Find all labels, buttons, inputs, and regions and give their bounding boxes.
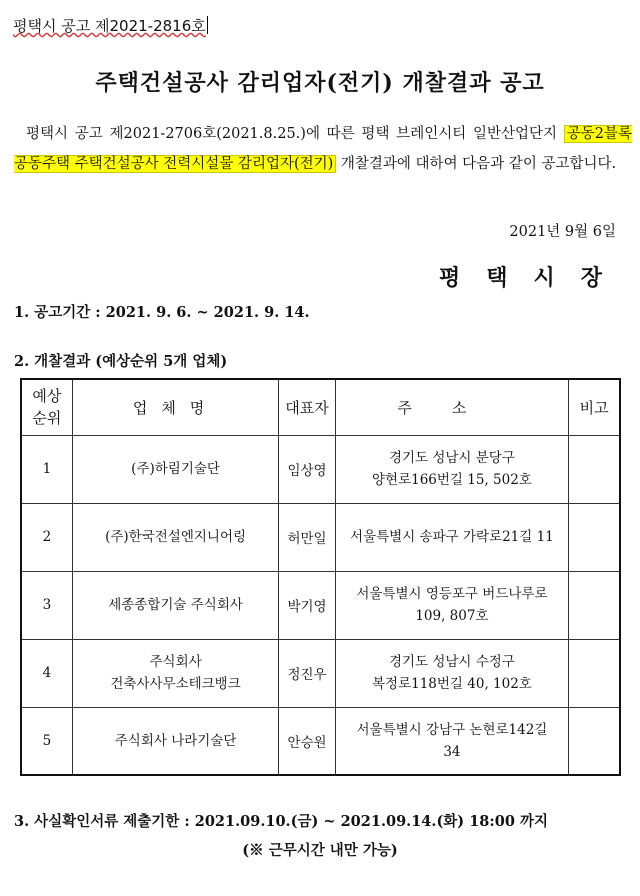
header-address: 주소	[335, 379, 568, 435]
address-line: 서울특별시 영등포구 버드나루로	[356, 586, 548, 602]
company-cell	[72, 435, 279, 503]
company-cell	[72, 707, 279, 775]
rank-cell: 4	[21, 639, 72, 707]
address-cell	[335, 707, 568, 775]
header-rank-line1: 예상	[32, 387, 62, 406]
issuer-name: 평택시장	[438, 265, 628, 291]
rank-cell: 1	[21, 435, 72, 503]
document-title: 주택건설공사 감리업자(전기) 개찰결과 공고	[95, 70, 545, 96]
header-remarks: 비고	[569, 379, 620, 435]
company-cell	[72, 571, 279, 639]
representative-cell: 박기영	[279, 571, 335, 639]
address-line: 경기도 성남시 분당구	[388, 450, 515, 466]
table-header-row	[21, 379, 620, 435]
company-line: (주)하림기술단	[131, 461, 220, 477]
notice-number-text: 평택시 공고 제2021-2816호	[13, 17, 206, 35]
address-cell	[335, 571, 568, 639]
notice-date: 2021년 9월 6일	[509, 224, 616, 240]
company-line: (주)한국전설엔지니어링	[105, 529, 247, 545]
company-line: 주식회사	[149, 654, 202, 670]
company-line: 주식회사 나라기술단	[114, 732, 237, 749]
representative-cell: 안승원	[279, 707, 335, 775]
address-line: 복정로118번길 40, 102호	[372, 676, 532, 692]
text-cursor	[207, 16, 208, 34]
address-line: 34	[443, 743, 461, 760]
rank-cell: 3	[21, 571, 72, 639]
table-row	[21, 435, 620, 503]
notice-number	[13, 15, 208, 36]
address-line: 경기도 성남시 수정구	[388, 654, 515, 670]
representative-cell: 임상영	[279, 435, 335, 503]
working-hours-note: (※ 근무시간 내만 가능)	[242, 842, 398, 859]
body-text-after: 개찰결과에 대하여 다음과 같이 공고합니다.	[336, 156, 617, 172]
address-cell	[335, 435, 568, 503]
company-cell	[72, 639, 279, 707]
bid-results-table	[20, 378, 621, 776]
header-rank	[21, 379, 72, 435]
address-cell	[335, 503, 568, 571]
address-line: 109, 807호	[415, 608, 489, 624]
table-row	[21, 639, 620, 707]
rank-cell: 5	[21, 707, 72, 775]
remarks-cell	[569, 639, 620, 707]
rank-cell: 2	[21, 503, 72, 571]
company-line: 세종종합기술 주식회사	[108, 597, 243, 613]
remarks-cell	[569, 503, 620, 571]
body-paragraph	[14, 119, 632, 179]
remarks-cell	[569, 571, 620, 639]
address-line: 서울특별시 송파구 가락로21길 11	[350, 529, 554, 545]
body-text-before: 평택시 공고 제2021-2706호(2021.8.25.)에 따른 평택 브레인시티 일반산업단지	[26, 126, 564, 142]
company-cell	[72, 503, 279, 571]
section-bid-results: 2. 개찰결과 (예상순위 5개 업체)	[14, 353, 228, 370]
address-line: 서울특별시 강남구 논현로142길	[356, 721, 548, 738]
table-row	[21, 707, 620, 775]
section-submission-deadline: 3. 사실확인서류 제출기한 : 2021.09.10.(금) ~ 2021.09.14.(화) 18:00 까지	[14, 813, 548, 830]
representative-cell: 허만일	[279, 503, 335, 571]
table-row	[21, 503, 620, 571]
header-company: 업체명	[72, 379, 279, 435]
remarks-cell	[569, 435, 620, 503]
table-row	[21, 571, 620, 639]
remarks-cell	[569, 707, 620, 775]
section-notice-period: 1. 공고기간 : 2021. 9. 6. ~ 2021. 9. 14.	[14, 304, 310, 321]
header-representative: 대표자	[279, 379, 335, 435]
representative-cell: 정진우	[279, 639, 335, 707]
company-line: 건축사사무소테크뱅크	[110, 676, 241, 692]
address-line: 양현로166번길 15, 502호	[372, 472, 532, 488]
highlighted-project-name: 공동2블록 공동주택 주택건설공사 전력시설물 감리업자(전기)	[14, 126, 633, 172]
address-cell	[335, 639, 568, 707]
header-rank-line2: 순위	[32, 409, 62, 428]
